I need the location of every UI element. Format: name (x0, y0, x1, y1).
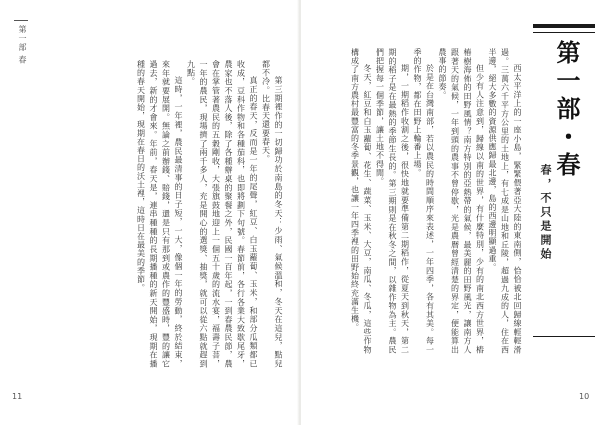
chapter-title: 第一部・春 (552, 40, 580, 180)
chapter-title-block (533, 24, 595, 354)
paragraph: 真正的春天，反而是一年的尾聲，紅豆、白玉蘿蔔、玉米，和部分瓜類都已收成，豆科作物和各種茄科，也即將劃下句號。春節前，各行各業大致歇尾牙，農家也不落人後，除了各種辦桌的聚餐之外，民國一百年起，一到春農民節，農會在掌管著農民的五穀剛收，大張旗鼓地迎上一個五十歲的流水宴，福壽子菩，一年的農民，現場擠了兩千多人，充是開心的選獎、抽獎，就可以從六點就趕到九點。 (186, 60, 258, 368)
chapter-subtitle: 春，不只是開始 (539, 164, 552, 262)
paragraph: 西太平洋上的一座小島，緊緊偎著亞大陸的東南側，恰恰被北回歸線輕輕滑過。三萬六千平方公里的土地上，有七成是山地和丘陵，超過九成的人，住在西半邊，絕大多數的資源供應歸最北邊，島的西邊明顯過重。 (488, 48, 522, 354)
page-number-right: 10 (579, 392, 590, 401)
chapter-rule-bottom (533, 336, 595, 337)
left-page (0, 0, 299, 425)
running-header: 第一部 春 (14, 20, 28, 65)
left-page-body (38, 60, 284, 368)
paragraph: 冬天，紅豆和白玉蘿蔔、花生、蔬菜、玉米、大豆，南瓜、冬瓜，這些作物構成了南方農村最豐富的冬季景觀，也讓一年四季裡的田野始終充滿生機。 (350, 48, 372, 354)
chapter-rule-thin (533, 32, 595, 33)
right-page-body (315, 48, 523, 354)
right-page (301, 0, 600, 425)
page-number-left: 11 (12, 392, 23, 401)
paragraph: 於是在台灣南部，若以農民的時間順序來表述，一年四季，各有其美。每一季的作物，都在田野上輪番上場。 (413, 48, 435, 354)
chapter-rule-top (533, 24, 595, 28)
paragraph: 但少有人注意到，歸線以南的世界，有什麼特別，少有的南北西方世界，樁樁樹海佈的田野風情？南方特別的亞熱帶的氣候，最美麗的田野風光，讓南方人跟著天的氣候，一年到頭的農事不曾停歇，光是農曆曾經清楚的界定，便能算出農事的節奏。 (438, 48, 485, 354)
paragraph: 期，一期稻作收割之後，很快地就要準備第二期稻作，從夏天到秋天，第二期的稻子是在最熱的季節生長的。第三期則是在秋冬之間，以雜作物為主。農民們把握每一個季節，讓土地不得閒。 (375, 48, 410, 354)
paragraph: 這時，一年裡，農民最清事的日子短，一大，像個一年的勞動，終於結束，來年就要展開。無論之前辦錢、賠錢，還是只有那到或農作的豐盛時，豐的讓它過去，新的才會來。年前，春天是，連串種種的長期播種的新天開始，現期在播種的春天開始，現期在春日的沃土裡，這時日在最美的季節。 (136, 60, 183, 368)
paragraph: 第三期裡作的一切歸功於南島的冬天：少雨、氣候溫和，冬天在這兒，點兒都不冷。比春天還要春天。 (261, 60, 283, 368)
